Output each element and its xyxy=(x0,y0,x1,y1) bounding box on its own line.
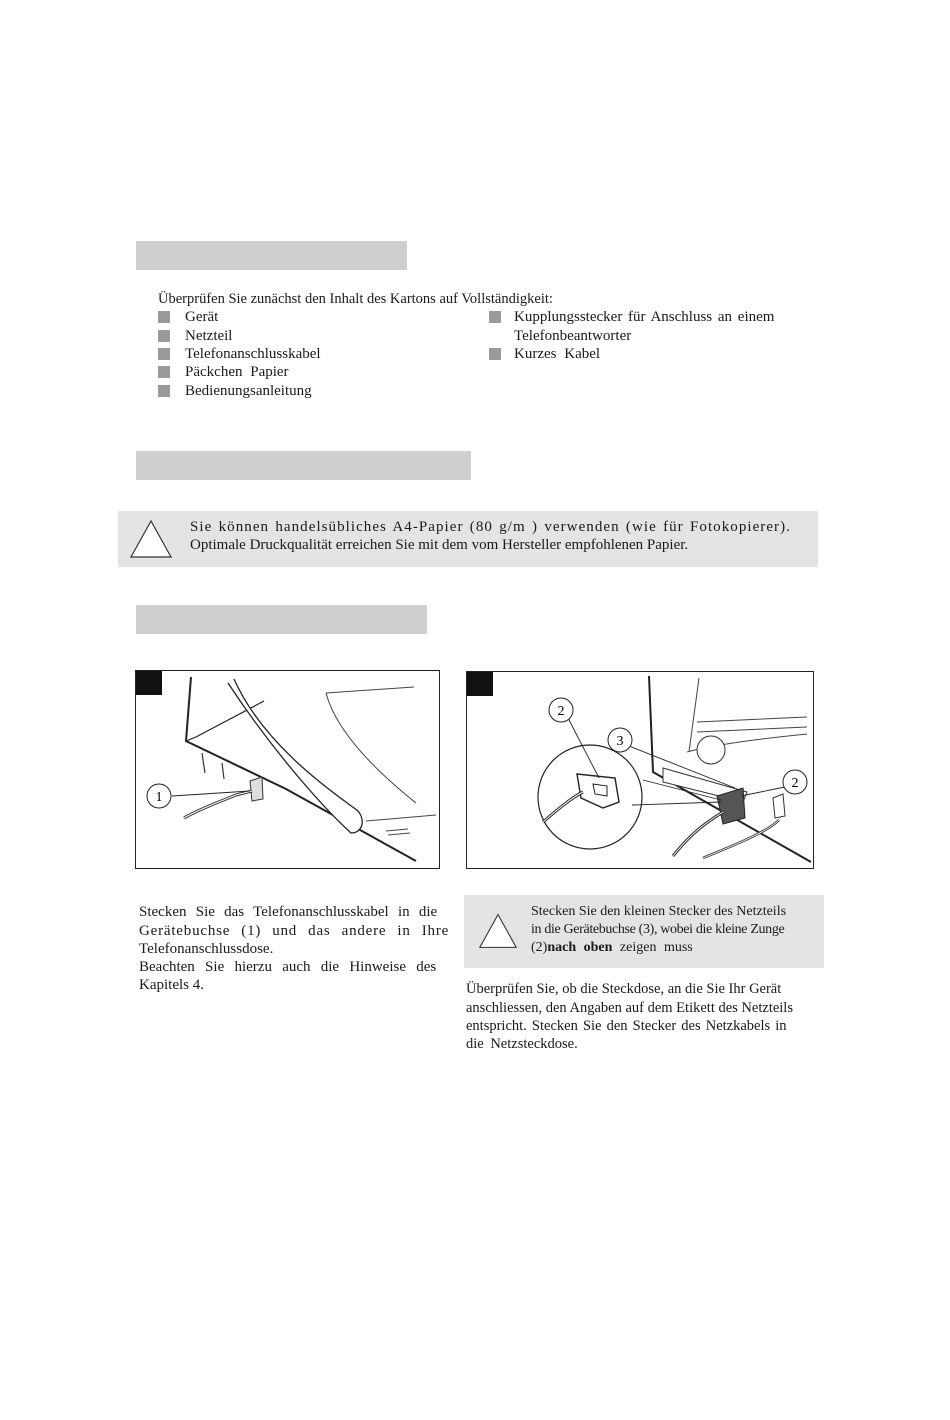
power-instruction-line4: die Netzsteckdose. xyxy=(466,1036,578,1052)
warning-triangle-icon xyxy=(129,519,173,559)
power-note-line2: in die Gerätebuchse (3), wobei die kleine Zunge xyxy=(531,922,785,937)
section-bar-paper xyxy=(136,451,471,480)
power-note-suffix: zeigen muss xyxy=(612,940,693,955)
power-instruction-line3: entspricht. Stecken Sie den Stecker des Netzkabels in xyxy=(466,1018,787,1034)
callout-1: 1 xyxy=(155,790,163,805)
power-plug-illustration xyxy=(467,672,813,868)
contents-item: Kupplungsstecker für Anschluss an einem xyxy=(514,309,775,325)
bullet-icon xyxy=(158,348,170,360)
bullet-icon xyxy=(489,348,501,360)
paper-note xyxy=(118,511,818,567)
section-bar-connect xyxy=(136,605,427,634)
power-instruction-line2: anschliessen, den Angaben auf dem Etikett des Netzteils xyxy=(466,1000,793,1016)
bullet-icon xyxy=(158,385,170,397)
contents-item: Päckchen Papier xyxy=(185,364,289,380)
phone-instruction-line3: Telefonanschlussdose. xyxy=(139,941,274,957)
figure-phone-cable xyxy=(135,670,440,869)
phone-instruction-line1: Stecken Sie das Telefonanschlusskabel in die xyxy=(139,904,438,920)
contents-item: Gerät xyxy=(185,309,219,325)
power-instruction-line1: Überprüfen Sie, ob die Steckdose, an die Sie Ihr Gerät xyxy=(466,981,782,997)
phone-instruction-line5: Kapitels 4. xyxy=(139,977,204,993)
contents-item: Netzteil xyxy=(185,328,233,344)
power-note-line1: Stecken Sie den kleinen Stecker des Netzteils xyxy=(531,904,787,919)
intro-text: Überprüfen Sie zunächst den Inhalt des Kartons auf Vollständigkeit: xyxy=(158,291,553,307)
phone-instruction-line2: Gerätebuchse (1) und das andere in Ihre xyxy=(139,923,450,939)
callout-3: 3 xyxy=(616,734,624,749)
power-note-prefix: (2) xyxy=(531,940,548,955)
contents-item: Kurzes Kabel xyxy=(514,346,601,362)
warning-triangle-icon xyxy=(478,911,518,951)
section-bar-contents xyxy=(136,241,407,270)
callout-2-right: 2 xyxy=(791,776,799,791)
power-note-emphasis: nach oben xyxy=(547,940,613,955)
bullet-icon xyxy=(158,366,170,378)
contents-item-continued: Telefonbeantworter xyxy=(514,328,632,344)
contents-item: Telefonanschlusskabel xyxy=(185,346,321,362)
bullet-icon xyxy=(158,311,170,323)
power-note-line3 xyxy=(531,939,693,958)
bullet-icon xyxy=(489,311,501,323)
paper-note-line1: Sie können handelsübliches A4-Papier (80 g/m ) verwenden (wie für Fotokopierer). xyxy=(190,519,791,535)
callout-2-top: 2 xyxy=(557,704,565,719)
figure-power-plug xyxy=(466,671,814,869)
phone-instruction-line4: Beachten Sie hierzu auch die Hinweise des xyxy=(139,959,437,975)
contents-item: Bedienungsanleitung xyxy=(185,383,312,399)
device-phone-socket-illustration xyxy=(136,671,439,868)
power-note xyxy=(464,895,824,968)
bullet-icon xyxy=(158,330,170,342)
paper-note-line2: Optimale Druckqualität erreichen Sie mit dem vom Hersteller empfohlenen Papier. xyxy=(190,537,689,553)
